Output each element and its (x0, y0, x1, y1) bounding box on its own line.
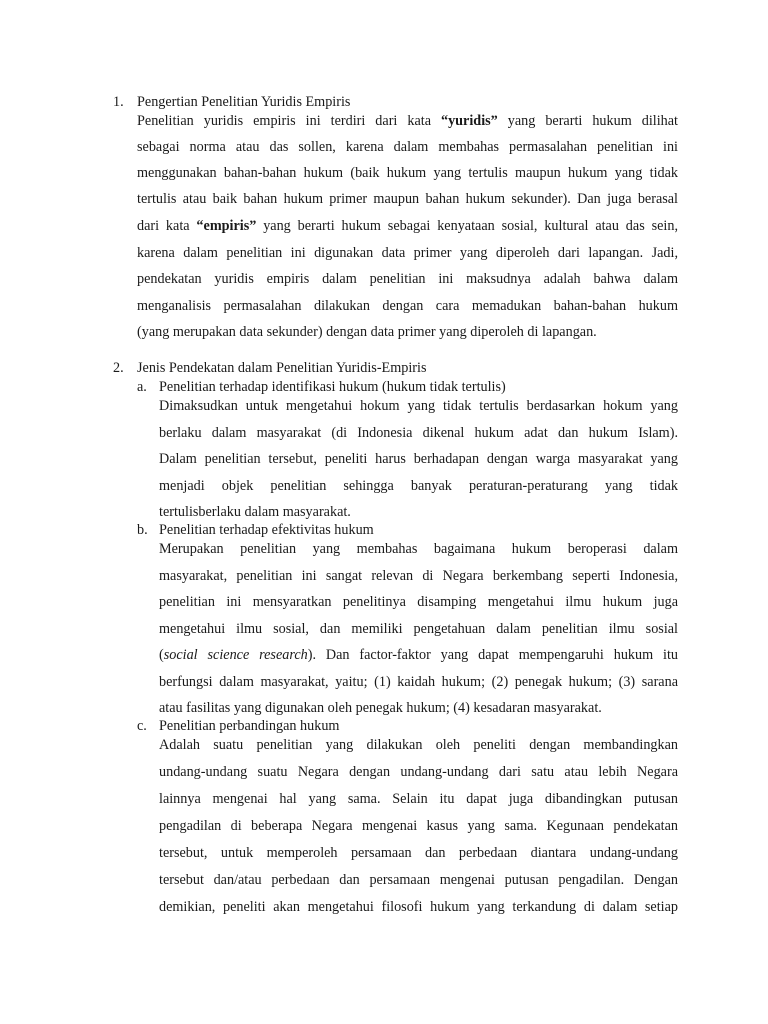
section-1-line-2: sebagai norma atau das sollen, karena dalam membahas permasalahan penelitian ini (137, 139, 678, 155)
section-1-line-3: menggunakan bahan-bahan hukum (baik hukum yang tertulis maupun hukum yang tidak (137, 165, 678, 181)
section-1-line-8: menganalisis permasalahan dilakukan dengan cara memadukan bahan-bahan hukum (137, 298, 678, 314)
subsection-c-line-5: tersebut, untuk memperoleh persamaan dan perbedaan diantara undang-undang (159, 845, 678, 861)
section-1-line-5: dari kata “empiris” yang berarti hukum sebagai kenyataan sosial, kultural atau das sein, (137, 218, 678, 234)
section-2-number: 2. (113, 360, 124, 376)
subsection-c-title: Penelitian perbandingan hukum (159, 718, 340, 734)
subsection-b-line-7: atau fasilitas yang digunakan oleh penegak hukum; (4) kesadaran masyarakat. (159, 700, 602, 716)
subsection-a-line-5: tertulisberlaku dalam masyarakat. (159, 504, 351, 520)
section-1-line-7: pendekatan yuridis empiris dalam penelitian ini maksudnya adalah bahwa dalam (137, 271, 678, 287)
subsection-a-title: Penelitian terhadap identifikasi hukum (hukum tidak tertulis) (159, 379, 506, 395)
subsection-b-title: Penelitian terhadap efektivitas hukum (159, 522, 374, 538)
subsection-c-line-6: tersebut dan/atau perbedaan dan persamaan mengenai putusan pengadilan. Dengan (159, 872, 678, 888)
subsection-b-line-3: penelitian ini mensyaratkan penelitinya disamping mengetahui ilmu hukum juga (159, 594, 678, 610)
subsection-b-line-1: Merupakan penelitian yang membahas bagaimana hukum beroperasi dalam (159, 541, 678, 557)
subsection-c-letter: c. (137, 718, 147, 734)
subsection-b-line-6: berfungsi dalam masyarakat, yaitu; (1) kaidah hukum; (2) penegak hukum; (3) sarana (159, 674, 678, 690)
subsection-a-line-1: Dimaksudkan untuk mengetahui hokum yang tidak tertulis berdasarkan hokum yang (159, 398, 678, 414)
section-1-line-4: tertulis atau baik bahan hukum primer maupun bahan hukum sekunder). Dan juga berasal (137, 191, 678, 207)
subsection-b-line-2: masyarakat, penelitian ini sangat relevan di Negara berkembang seperti Indonesia, (159, 568, 678, 584)
section-1-number: 1. (113, 94, 124, 110)
subsection-a-letter: a. (137, 379, 147, 395)
section-1-line-6: karena dalam penelitian ini digunakan data primer yang diperoleh dari lapangan. Jadi, (137, 245, 678, 261)
subsection-c-line-4: pengadilan di beberapa Negara mengenai kasus yang sama. Kegunaan pendekatan (159, 818, 678, 834)
subsection-c-line-7: demikian, peneliti akan mengetahui filosofi hukum yang terkandung di dalam setiap (159, 899, 678, 915)
subsection-c-line-3: lainnya mengenai hal yang sama. Selain itu dapat juga dibandingkan putusan (159, 791, 678, 807)
subsection-b-line-5: (social science research). Dan factor-faktor yang dapat mempengaruhi hukum itu (159, 647, 678, 663)
subsection-b-letter: b. (137, 522, 148, 538)
section-1-title: Pengertian Penelitian Yuridis Empiris (137, 94, 351, 110)
subsection-c-line-1: Adalah suatu penelitian yang dilakukan oleh peneliti dengan membandingkan (159, 737, 678, 753)
subsection-a-line-4: menjadi objek penelitian sehingga banyak peraturan-peraturang yang tidak (159, 478, 678, 494)
section-1-line-9: (yang merupakan data sekunder) dengan data primer yang diperoleh di lapangan. (137, 324, 597, 340)
subsection-a-line-2: berlaku dalam masyarakat (di Indonesia dikenal hukum adat dan hukum Islam). (159, 425, 678, 441)
subsection-a-line-3: Dalam penelitian tersebut, peneliti harus berhadapan dengan warga masyarakat yang (159, 451, 678, 467)
section-2-title: Jenis Pendekatan dalam Penelitian Yuridis-Empiris (137, 360, 427, 376)
section-1-line-1: Penelitian yuridis empiris ini terdiri dari kata “yuridis” yang berarti hukum dilihat (137, 113, 678, 129)
subsection-c-line-2: undang-undang suatu Negara dengan undang-undang dari satu atau lebih Negara (159, 764, 678, 780)
subsection-b-line-4: mengetahui ilmu sosial, dan memiliki pengetahuan dalam penelitian ilmu sosial (159, 621, 678, 637)
